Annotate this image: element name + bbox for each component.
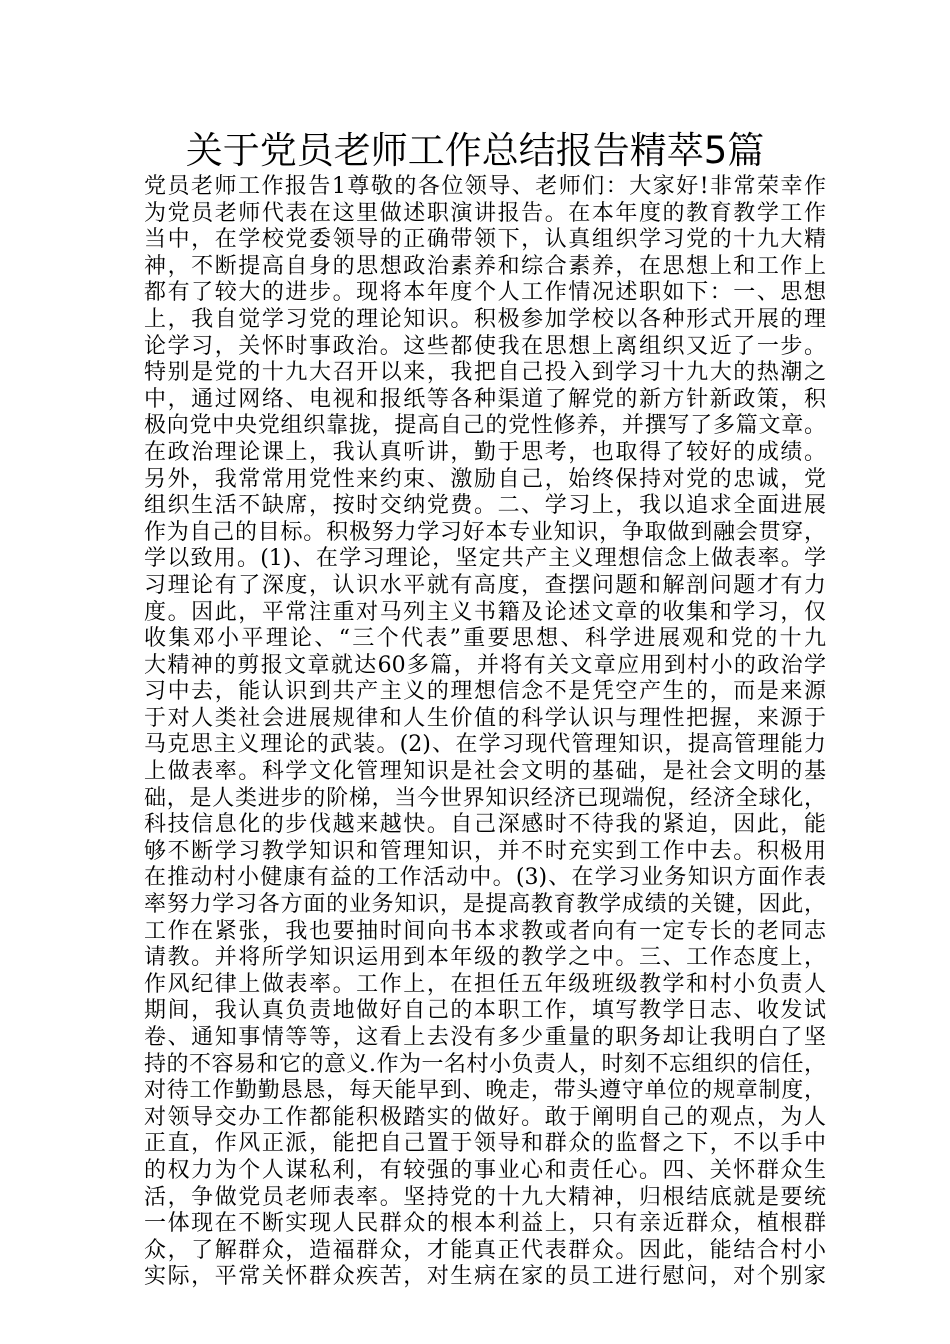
body-text-line: 工作在紧张，我也要抽时间向书本求教或者向有一定专长的老同志 (144, 918, 826, 944)
body-text-line: 持的不容易和它的意义.作为一名村小负责人，时刻不忘组织的信任， (144, 1051, 826, 1077)
body-text-line: 学以致用。(1)、在学习理论，坚定共产主义理想信念上做表率。学 (144, 546, 826, 572)
body-text-line: 论学习，关怀时事政治。这些都使我在思想上离组织又近了一步。 (144, 333, 826, 359)
body-text-line: 极向党中央党组织靠拢，提高自己的党性修养，并撰写了多篇文章。 (144, 413, 826, 439)
body-text-line: 上，我自觉学习党的理论知识。积极参加学校以各种形式开展的理 (144, 306, 826, 332)
body-text-line: 收集邓小平理论、“三个代表”重要思想、科学进展观和党的十九 (144, 626, 826, 652)
body-text-line: 马克思主义理论的武装。(2)、在学习现代管理知识，提高管理能力 (144, 732, 826, 758)
body-text-line: 党员老师工作报告1尊敬的各位领导、老师们：大家好!非常荣幸作 (144, 174, 826, 199)
document-body (144, 174, 826, 1290)
body-text-line: 上做表率。科学文化管理知识是社会文明的基础，是社会文明的基 (144, 759, 826, 785)
body-text-line: 期间，我认真负责地做好自己的本职工作，填写教学日志、收发试 (144, 998, 826, 1024)
body-text-line: 对领导交办工作都能积极踏实的做好。敢于阐明自己的观点，为人 (144, 1104, 826, 1130)
body-text-line: 实际，平常关怀群众疾苦，对生病在家的员工进行慰问，对个别家 (144, 1264, 826, 1290)
body-text-line: 作为自己的目标。积极努力学习好本专业知识，争取做到融会贯穿， (144, 519, 826, 545)
body-text-line: 对待工作勤勤恳恳，每天能早到、晚走，带头遵守单位的规章制度， (144, 1078, 826, 1104)
body-text-line: 卷、通知事情等等，这看上去没有多少重量的职务却让我明白了坚 (144, 1025, 826, 1050)
body-text-line: 够不断学习教学知识和管理知识，并不时充实到工作中去。积极用 (144, 838, 826, 864)
body-text-line: 的权力为个人谋私利，有较强的事业心和责任心。四、关怀群众生 (144, 1157, 826, 1183)
body-text-line: 科技信息化的步伐越来越快。自己深感时不待我的紧迫，因此，能 (144, 812, 826, 838)
body-text-line: 神，不断提高自身的思想政治素养和综合素养，在思想上和工作上 (144, 253, 826, 279)
body-text-line: 习理论有了深度，认识水平就有高度，查摆问题和解剖问题才有力 (144, 572, 826, 598)
document-title: 关于党员老师工作总结报告精萃5篇 (185, 129, 765, 172)
body-text-line: 一体现在不断实现人民群众的根本利益上，只有亲近群众，植根群 (144, 1211, 826, 1237)
body-text-line: 中，通过网络、电视和报纸等各种渠道了解党的新方针新政策，积 (144, 386, 826, 412)
body-text-line: 于对人类社会进展规律和人生价值的科学认识与理性把握，来源于 (144, 705, 826, 731)
body-text-line: 在政治理论课上，我认真听讲，勤于思考，也取得了较好的成绩。 (144, 439, 826, 465)
body-text-line: 请教。并将所学知识运用到本年级的教学之中。三、工作态度上， (144, 945, 826, 971)
body-text-line: 另外，我常常用党性来约束、激励自己，始终保持对党的忠诚，党 (144, 466, 826, 492)
body-text-line: 众，了解群众，造福群众，才能真正代表群众。因此，能结合村小 (144, 1237, 826, 1263)
body-text-line: 在推动村小健康有益的工作活动中。(3)、在学习业务知识方面作表 (144, 865, 826, 891)
body-text-line: 率努力学习各方面的业务知识，是提高教育教学成绩的关键，因此， (144, 892, 826, 918)
body-text-line: 都有了较大的进步。现将本年度个人工作情况述职如下：一、思想 (144, 280, 826, 306)
body-text-line: 当中，在学校党委领导的正确带领下，认真组织学习党的十九大精 (144, 227, 826, 253)
body-text-line: 特别是党的十九大召开以来，我把自己投入到学习十九大的热潮之 (144, 360, 826, 386)
body-text-line: 度。因此，平常注重对马列主义书籍及论述文章的收集和学习，仅 (144, 599, 826, 625)
body-text-line: 为党员老师代表在这里做述职演讲报告。在本年度的教育教学工作 (144, 200, 826, 226)
body-text-line: 习中去，能认识到共产主义的理想信念不是凭空产生的，而是来源 (144, 679, 826, 705)
body-text-line: 作风纪律上做表率。工作上，在担任五年级班级教学和村小负责人 (144, 971, 826, 997)
body-text-line: 大精神的剪报文章就达60多篇，并将有关文章应用到村小的政治学 (144, 652, 826, 678)
body-text-line: 活，争做党员老师表率。坚持党的十九大精神，归根结底就是要统 (144, 1184, 826, 1210)
body-text-line: 正直，作风正派，能把自己置于领导和群众的监督之下，不以手中 (144, 1131, 826, 1157)
body-text-line: 组织生活不缺席，按时交纳党费。二、学习上，我以追求全面进展 (144, 493, 826, 519)
body-text-line: 础，是人类进步的阶梯，当今世界知识经济已现端倪，经济全球化， (144, 785, 826, 811)
